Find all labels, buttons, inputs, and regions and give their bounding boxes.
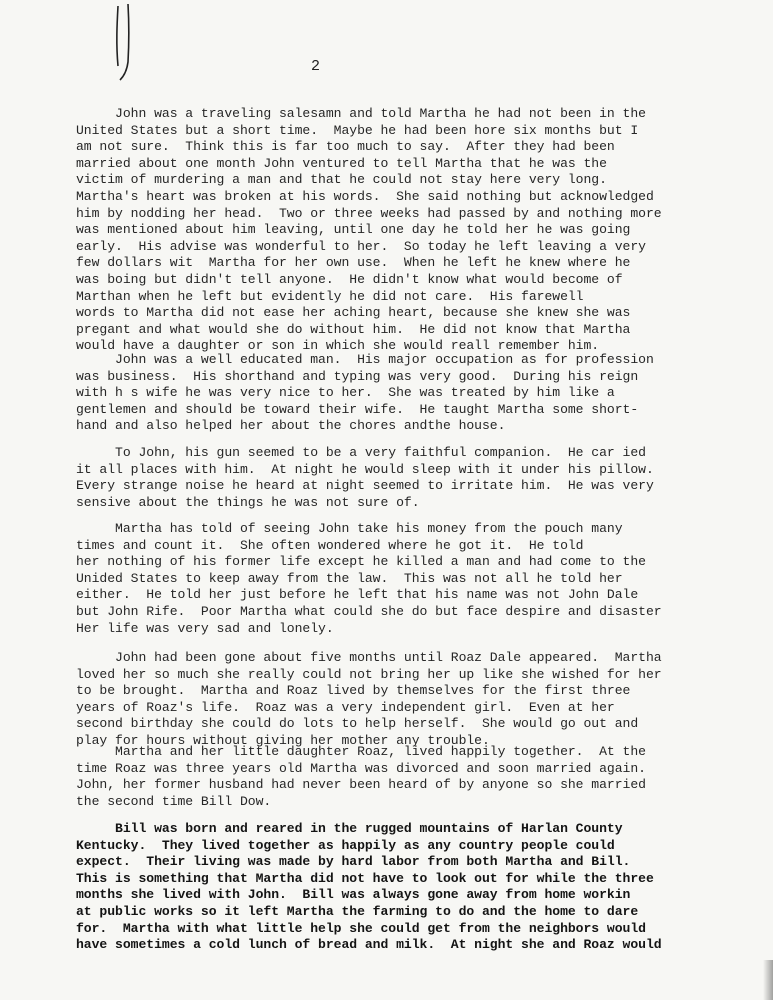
text-line: pregant and what would she do without him. He did not know that Martha xyxy=(76,321,631,337)
paragraph-7 xyxy=(76,821,662,954)
text-line: Her life was very sad and lonely. xyxy=(76,620,334,636)
text-line: Bill was born and reared in the rugged mountains of Harlan County xyxy=(76,821,623,836)
text-line: hand and also helped her about the chores andthe house. xyxy=(76,418,506,434)
text-line: married about one month John ventured to tell Martha that he was the xyxy=(76,155,607,171)
text-line: loved her so much she really could not bring her up like she wished for her xyxy=(76,666,662,682)
text-line: times and count it. She often wondered where he got it. He told xyxy=(76,537,584,553)
text-line: Martha's heart was broken at his words. She said nothing but acknowledged xyxy=(76,188,654,204)
text-line: her nothing of his former life except he killed a man and had come to the xyxy=(76,554,646,570)
text-line: was boing but didn't tell anyone. He didn't know what would become of xyxy=(76,271,623,287)
text-line: sensive about the things he was not sure of. xyxy=(76,494,420,510)
text-line: Every strange noise he heard at night seemed to irritate him. He was very xyxy=(76,478,654,494)
text-line: am not sure. Think this is far too much to say. After they had been xyxy=(76,139,615,155)
text-line: John was a well educated man. His major occupation as for profession xyxy=(76,352,654,367)
page-number: 2 xyxy=(311,58,321,75)
text-line: United States but a short time. Maybe he had been hore six months but I xyxy=(76,122,639,138)
text-line: would have a daughter or son in which she would reall remember him. xyxy=(76,338,600,354)
paragraph-3 xyxy=(76,445,654,511)
text-line: to be brought. Martha and Roaz lived by themselves for the first three xyxy=(76,683,631,699)
text-line: few dollars wit Martha for her own use. When he left he knew where he xyxy=(76,255,631,271)
handwritten-margin-mark xyxy=(108,4,138,84)
text-line: Kentucky. They lived together as happily as any country people could xyxy=(76,837,615,853)
text-line: but John Rife. Poor Martha what could she do but face despire and disaster xyxy=(76,603,662,619)
text-line: either. He told her just before he left that his name was not John Dale xyxy=(76,587,639,603)
text-line: second birthday she could do lots to help herself. She would go out and xyxy=(76,716,639,732)
paragraph-4 xyxy=(76,521,662,637)
paragraph-5 xyxy=(76,650,662,750)
text-line: for. Martha with what little help she could get from the neighbors would xyxy=(76,920,646,936)
scan-edge-shadow xyxy=(763,960,773,1000)
text-line: victim of murdering a man and that he could not stay here very long. xyxy=(76,172,607,188)
paragraph-1 xyxy=(76,106,662,355)
text-line: John had been gone about five months until Roaz Dale appeared. Martha xyxy=(76,650,662,665)
text-line: Martha has told of seeing John take his money from the pouch many xyxy=(76,521,623,536)
text-line: words to Martha did not ease her aching heart, because she knew she was xyxy=(76,305,631,321)
text-line: John was a traveling salesamn and told Martha he had not been in the xyxy=(76,106,646,121)
text-line: it all places with him. At night he would sleep with it under his pillow. xyxy=(76,461,654,477)
text-line: at public works so it left Martha the farming to do and the home to dare xyxy=(76,903,639,919)
text-line: play for hours without giving her mother any trouble. xyxy=(76,732,490,748)
text-line: expect. Their living was made by hard labor from both Martha and Bill. xyxy=(76,854,631,870)
text-line: time Roaz was three years old Martha was divorced and soon married again. xyxy=(76,760,646,776)
text-line: the second time Bill Dow. xyxy=(76,793,272,809)
text-line: gentlemen and should be toward their wife. He taught Martha some short- xyxy=(76,401,639,417)
text-line: Marthan when he left but evidently he did not care. His farewell xyxy=(76,288,584,304)
text-line: Martha and her little daughter Roaz, lived happily together. At the xyxy=(76,744,646,759)
text-line: years of Roaz's life. Roaz was a very independent girl. Even at her xyxy=(76,699,615,715)
text-line: To John, his gun seemed to be a very faithful companion. He car ied xyxy=(76,445,646,460)
text-line: was business. His shorthand and typing was very good. During his reign xyxy=(76,368,639,384)
paragraph-2 xyxy=(76,352,654,435)
text-line: with h s wife he was very nice to her. She was treated by him like a xyxy=(76,385,615,401)
paragraph-6 xyxy=(76,744,646,810)
text-line: early. His advise was wonderful to her. So today he left leaving a very xyxy=(76,238,646,254)
text-line: was mentioned about him leaving, until one day he told her he was going xyxy=(76,222,631,238)
text-line: him by nodding her head. Two or three weeks had passed by and nothing more xyxy=(76,205,662,221)
text-line: This is something that Martha did not have to look out for while the three xyxy=(76,870,654,886)
text-line: have sometimes a cold lunch of bread and milk. At night she and Roaz would xyxy=(76,937,662,953)
text-line: John, her former husband had never been heard of by anyone so she married xyxy=(76,777,646,793)
text-line: months she lived with John. Bill was always gone away from home workin xyxy=(76,887,631,903)
text-line: Unided States to keep away from the law. This was not all he told her xyxy=(76,570,623,586)
